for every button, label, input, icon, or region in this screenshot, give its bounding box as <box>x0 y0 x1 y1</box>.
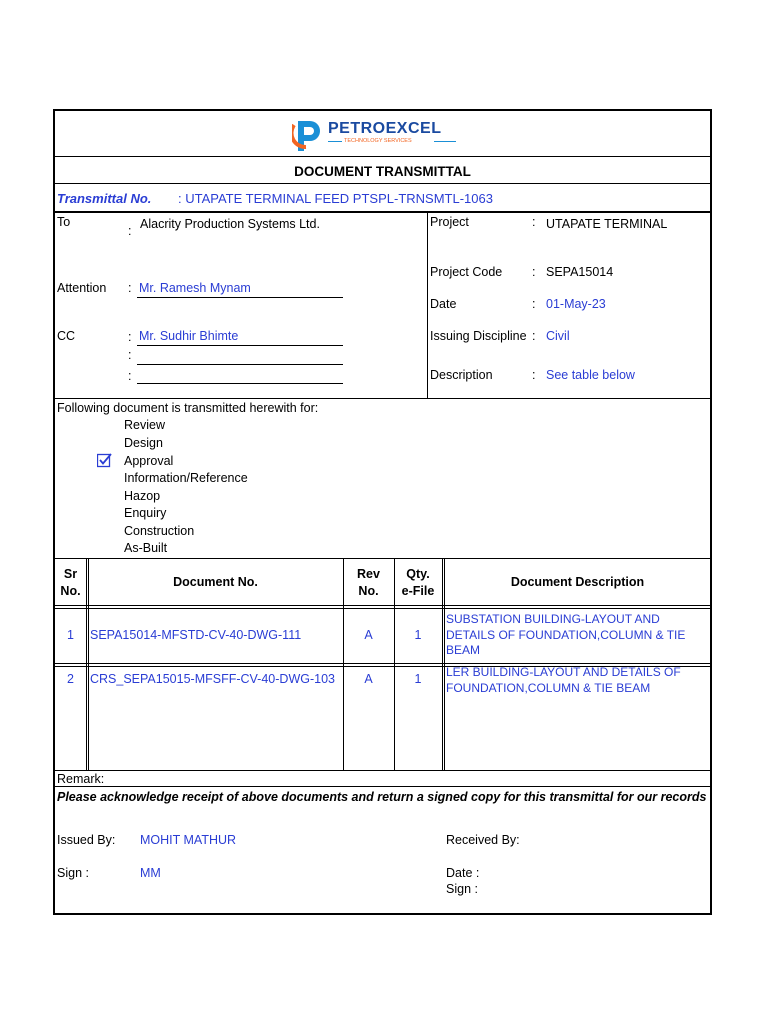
page-title: DOCUMENT TRANSMITTAL <box>294 164 471 179</box>
cc-underline <box>137 345 343 346</box>
row1-doc-no[interactable]: SEPA15014-MFSTD-CV-40-DWG-111 <box>90 628 302 642</box>
row2-rev: A <box>364 672 373 686</box>
row2-sr: 2 <box>67 672 74 686</box>
attention-label: Attention <box>57 281 107 295</box>
remark-label: Remark: <box>57 772 105 786</box>
received-by-label: Received By: <box>446 833 520 847</box>
divider <box>442 559 443 770</box>
row2-doc-no[interactable]: CRS_SEPA15015-MFSFF-CV-40-DWG-103 <box>90 672 335 686</box>
header-rev-1: Rev <box>357 567 380 581</box>
divider <box>54 663 711 664</box>
divider <box>54 398 711 399</box>
header-qty-2: e-File <box>401 584 435 598</box>
header-desc: Document Description <box>510 575 645 589</box>
purpose-option-hazop: Hazop <box>124 489 161 503</box>
received-date-label: Date : <box>446 866 480 880</box>
purpose-option-as-built: As-Built <box>124 541 168 555</box>
to-value: Alacrity Production Systems Ltd. <box>140 217 320 231</box>
attention-colon: : <box>128 281 132 295</box>
row1-rev: A <box>364 628 373 642</box>
purpose-option-design: Design <box>124 436 163 450</box>
divider <box>427 212 428 398</box>
row1-qty: 1 <box>414 628 422 642</box>
discipline-colon: : <box>532 329 536 343</box>
row2-qty: 1 <box>414 672 422 686</box>
purpose-option-review: Review <box>124 418 165 432</box>
divider <box>54 786 711 787</box>
logo-tagline: TECHNOLOGY SERVICES <box>344 138 412 144</box>
project-value: UTAPATE TERMINAL <box>546 217 668 231</box>
divider <box>54 770 711 771</box>
date-label: Date <box>430 297 457 311</box>
issued-by-value: MOHIT MATHUR <box>140 833 237 847</box>
date-value: 01-May-23 <box>546 297 606 311</box>
attention-value: Mr. Ramesh Mynam <box>139 281 251 295</box>
discipline-value: Civil <box>546 329 570 343</box>
attention-underline <box>137 297 343 298</box>
acknowledge-note: Please acknowledge receipt of above documents and return a signed copy for this transmittal for our records <box>57 790 707 804</box>
project-code-value: SEPA15014 <box>546 265 614 279</box>
cc2-colon: : <box>128 348 132 362</box>
purpose-option-construction: Construction <box>124 524 195 538</box>
logo-rule-left <box>328 141 342 142</box>
transmittal-label: Transmittal No. <box>57 191 152 206</box>
logo-rule-right <box>434 141 456 142</box>
header-rev-2: No. <box>358 584 379 598</box>
description-label: Description <box>430 368 493 382</box>
transmittal-value: : UTAPATE TERMINAL FEED PTSPL-TRNSMTL-1063 <box>178 191 493 206</box>
project-code-label: Project Code <box>430 265 503 279</box>
project-code-colon: : <box>532 265 536 279</box>
cc-value: Mr. Sudhir Bhimte <box>139 329 239 343</box>
date-colon: : <box>532 297 536 311</box>
discipline-label: Issuing Discipline <box>430 329 527 343</box>
divider <box>54 558 711 559</box>
issued-by-label: Issued By: <box>57 833 116 847</box>
row2-desc: LER BUILDING-LAYOUT AND DETAILS OF FOUNDATION,COLUMN & TIE BEAM <box>446 665 681 695</box>
sign-label: Sign : <box>57 866 89 880</box>
row1-sr: 1 <box>67 628 74 642</box>
cc2-underline <box>137 364 343 365</box>
purpose-heading: Following document is transmitted herewith for: <box>57 401 319 415</box>
header-doc-no: Document No. <box>173 575 258 589</box>
company-logo <box>292 117 462 153</box>
description-value: See table below <box>546 368 635 382</box>
header-sr-2: No. <box>60 584 81 598</box>
divider <box>54 211 711 213</box>
cc-colon: : <box>128 330 132 344</box>
petroexcel-logo-icon <box>292 117 324 151</box>
approval-checkbox-icon[interactable] <box>97 453 111 467</box>
cc-label: CC <box>57 329 76 343</box>
header-sr-1: Sr <box>63 567 78 581</box>
divider <box>54 608 711 609</box>
project-colon: : <box>532 215 536 229</box>
divider <box>54 605 711 606</box>
cc3-colon: : <box>128 369 132 383</box>
header-qty-1: Qty. <box>406 567 430 581</box>
sign-value: MM <box>140 866 161 880</box>
divider <box>54 183 711 184</box>
row1-desc: SUBSTATION BUILDING-LAYOUT AND DETAILS OF FOUNDATION,COLUMN & TIE BEAM <box>446 612 686 657</box>
description-colon: : <box>532 368 536 382</box>
received-sign-label: Sign : <box>446 882 478 896</box>
to-label: To <box>57 215 71 229</box>
logo-name: PETROEXCEL <box>328 120 442 137</box>
cc3-underline <box>137 383 343 384</box>
project-label: Project <box>430 215 469 229</box>
to-colon: : <box>128 224 132 238</box>
divider <box>54 156 711 157</box>
divider <box>88 559 89 770</box>
divider <box>444 559 445 770</box>
purpose-option-enquiry: Enquiry <box>124 506 167 520</box>
purpose-option-information: Information/Reference <box>124 471 248 485</box>
purpose-option-approval: Approval <box>124 454 174 468</box>
